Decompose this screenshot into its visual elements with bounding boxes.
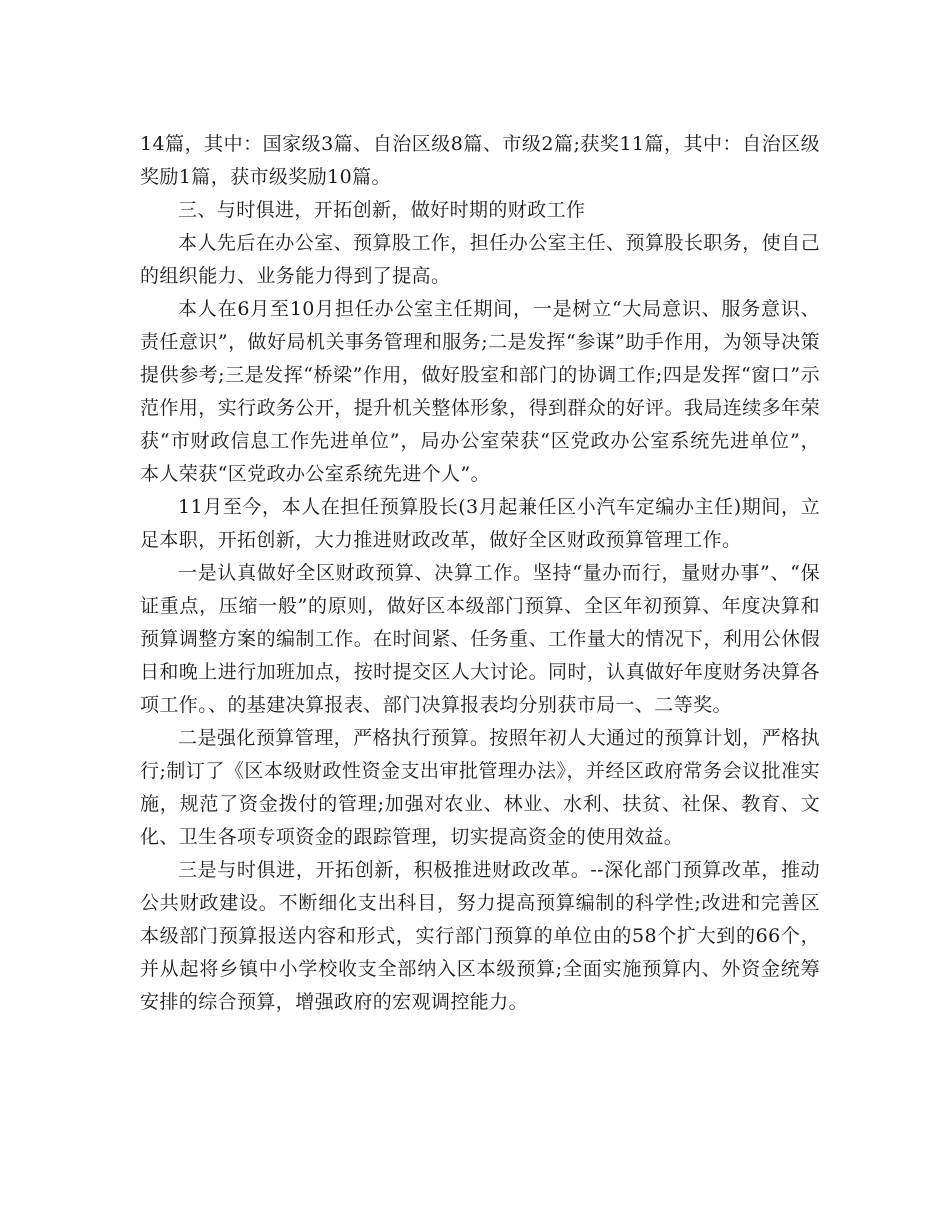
section-heading: 三、与时俱进，开拓创新，做好时期的财政工作 <box>178 199 586 221</box>
paragraph: 本人在6月至10月担任办公室主任期间，一是树立“大局意识、服务意识、责任意识”，做好局机关事务管理和服务;二是发挥“参谋”助手作用，为领导决策提供参考;三是发挥“桥梁”作用，做好股室和部门的协调工作;四是发挥“窗口”示范作用，实行政务公开，提升机关整体形象，得到群众的好评。我局连续多年荣获“市财政信息工作先进单位”，局办公室荣获“区党政办公室系统先进单位”，本人荣获“区党政办公室系统先进个人”。 <box>140 298 820 485</box>
paragraph: 14篇，其中：国家级3篇、自治区级8篇、市级2篇;获奖11篇，其中：自治区级奖励1篇，获市级奖励10篇。 <box>140 133 820 188</box>
document-body <box>140 128 820 1019</box>
paragraph: 本人先后在办公室、预算股工作，担任办公室主任、预算股长职务，使自己的组织能力、业务能力得到了提高。 <box>140 232 820 287</box>
paragraph: 11月至今，本人在担任预算股长(3月起兼任区小汽车定编办主任)期间，立足本职，开拓创新，大力推进财政改革，做好全区财政预算管理工作。 <box>140 496 820 551</box>
paragraph: 一是认真做好全区财政预算、决算工作。坚持“量办而行，量财办事”、“保证重点，压缩一般”的原则，做好区本级部门预算、全区年初预算、年度决算和预算调整方案的编制工作。在时间紧、任务重、工作量大的情况下，利用公休假日和晚上进行加班加点，按时提交区人大讨论。同时，认真做好年度财务决算各项工作。、的基建决算报表、部门决算报表均分别获市局一、二等奖。 <box>140 562 820 716</box>
paragraph: 二是强化预算管理，严格执行预算。按照年初人大通过的预算计划，严格执行;制订了《区本级财政性资金支出审批管理办法》，并经区政府常务会议批准实施，规范了资金拨付的管理;加强对农业、林业、水利、扶贫、社保、教育、文化、卫生各项专项资金的跟踪管理，切实提高资金的使用效益。 <box>140 727 820 848</box>
paragraph: 三是与时俱进，开拓创新，积极推进财政改革。--深化部门预算改革，推动公共财政建设。不断细化支出科目，努力提高预算编制的科学性;改进和完善区本级部门预算报送内容和形式，实行部门预算的单位由的58个扩大到的66个，并从起将乡镇中小学校收支全部纳入区本级预算;全面实施预算内、外资金统筹安排的综合预算，增强政府的宏观调控能力。 <box>140 859 820 1013</box>
